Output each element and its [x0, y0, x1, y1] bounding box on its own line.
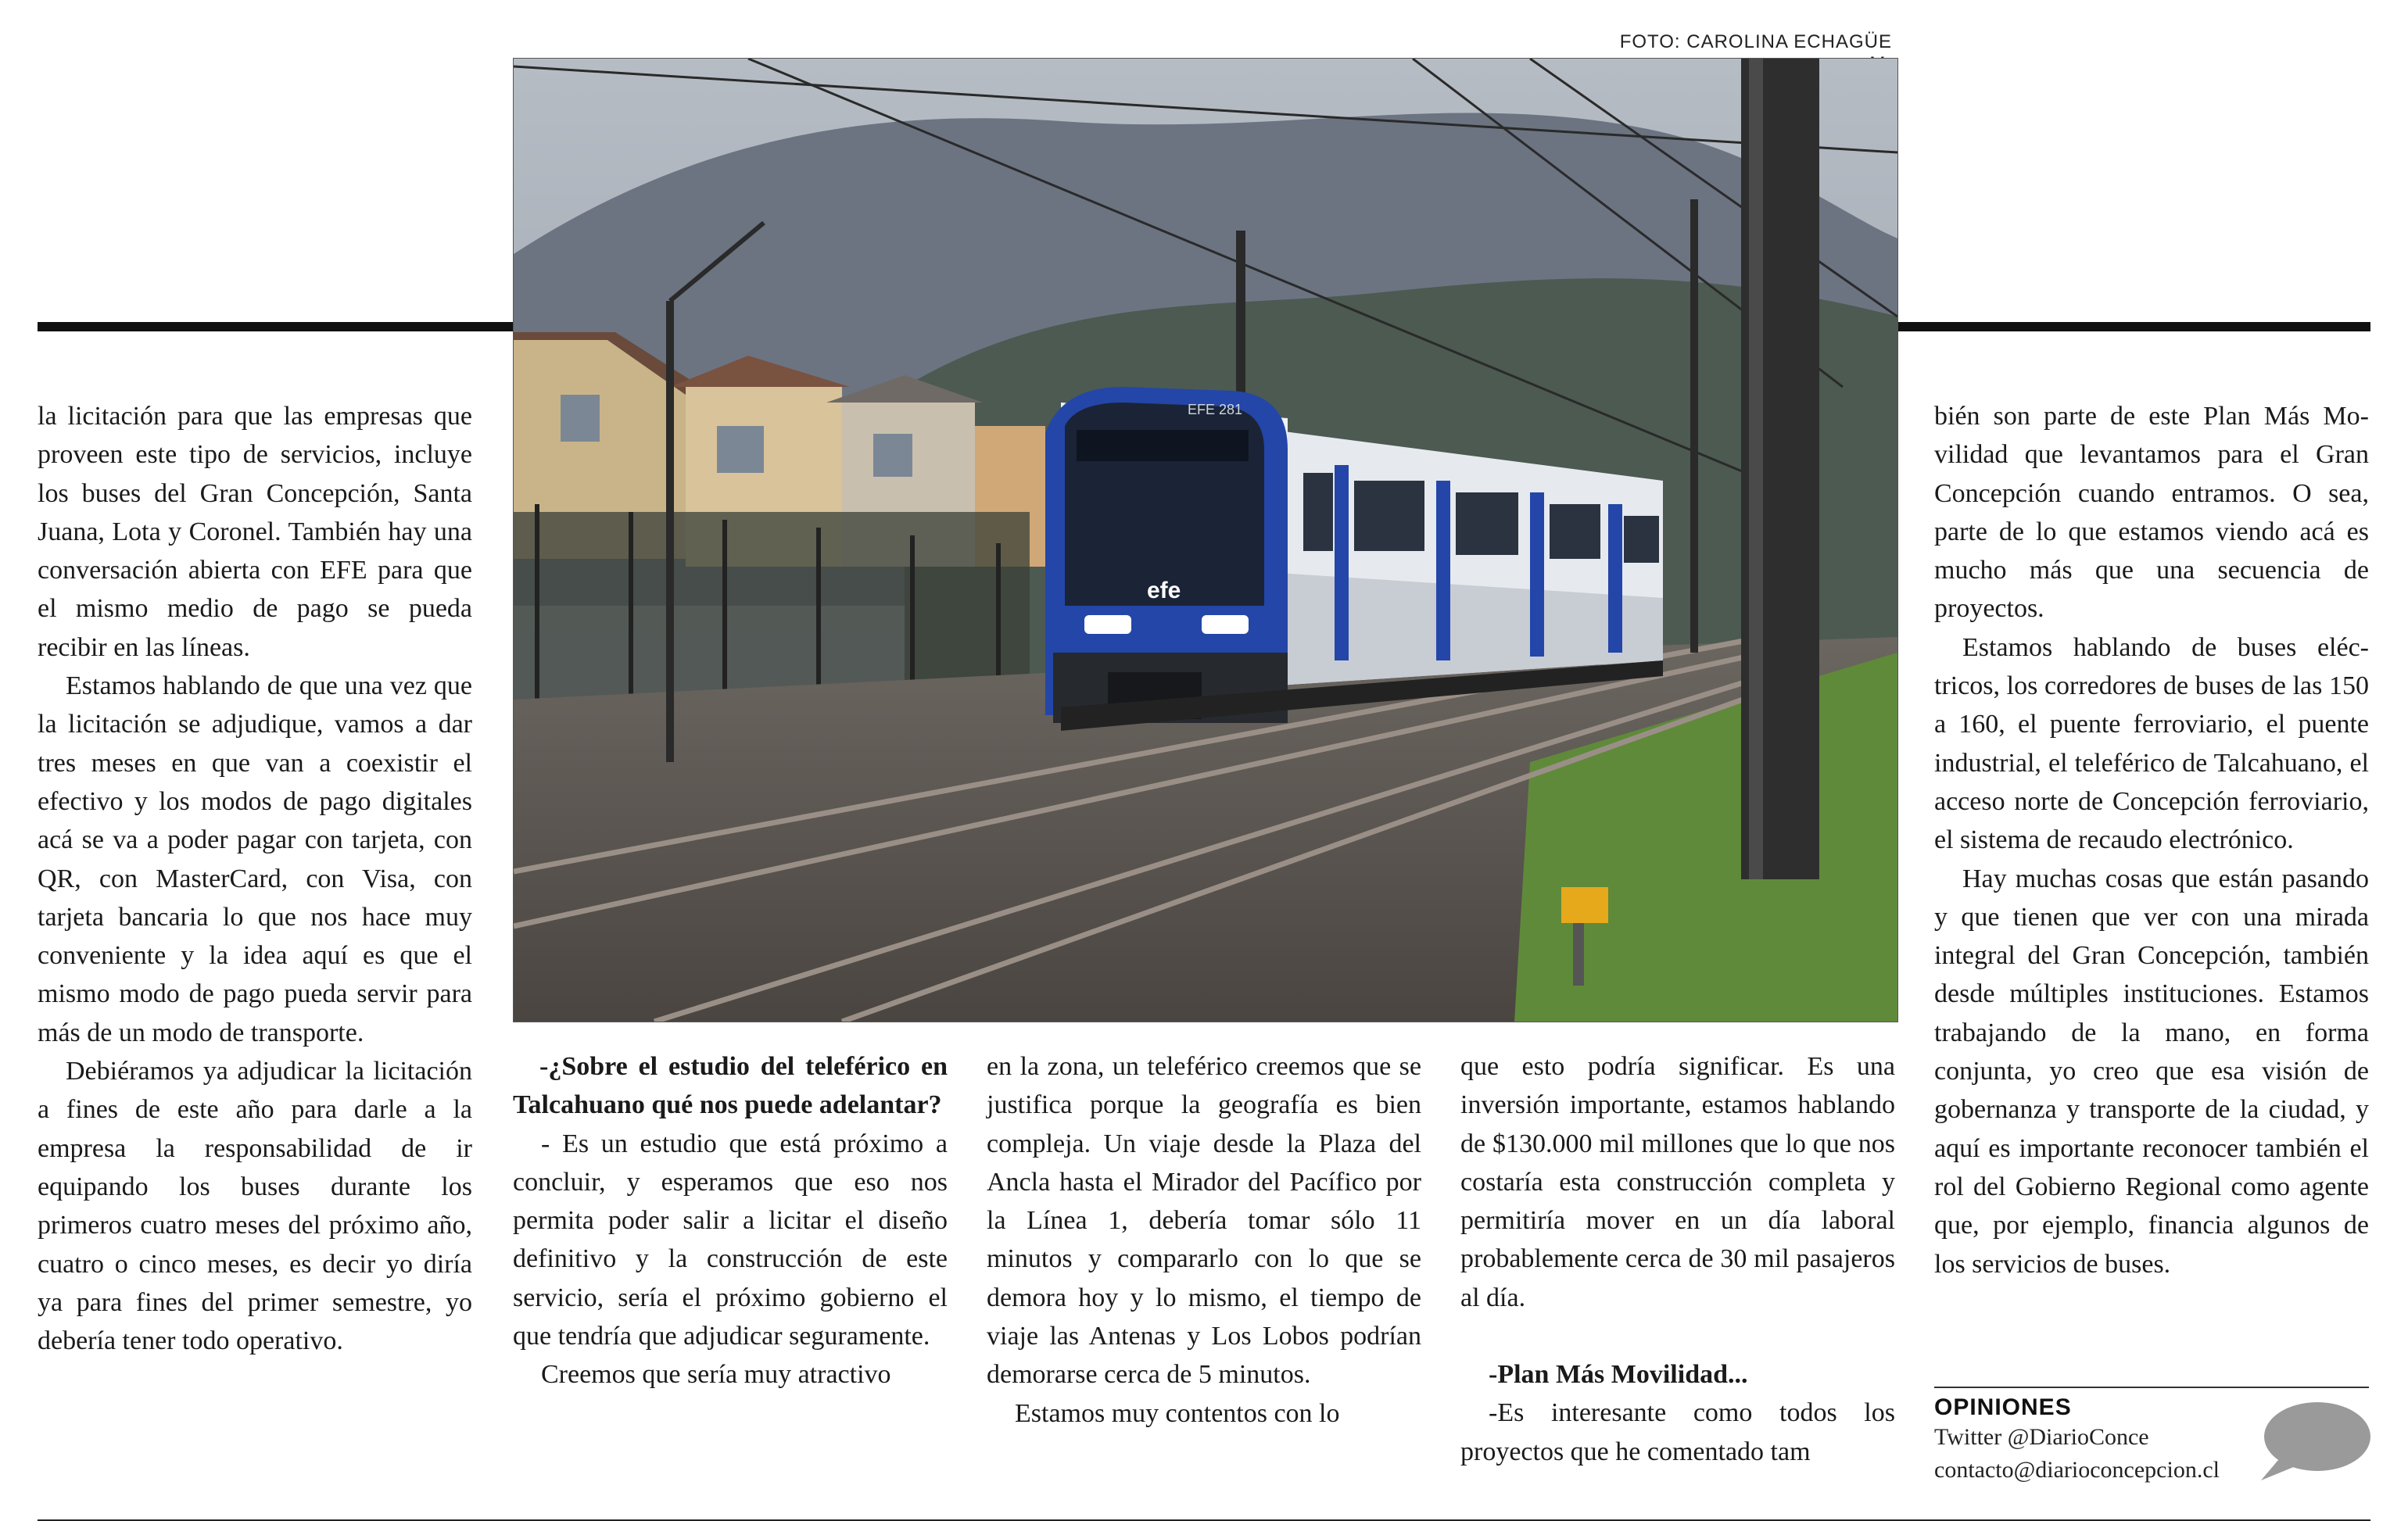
train-photo-illustration	[514, 59, 1897, 1022]
opinions-box	[1934, 1387, 2369, 1498]
paragraph: Creemos que sería muy atractivo	[541, 1360, 891, 1390]
train-code: EFE 281	[1188, 402, 1243, 417]
interview-question: -¿Sobre el estudio del teleférico en Talcahuano qué nos puede adelantar?	[513, 1052, 948, 1120]
paragraph: Estamos hablando de que una vez que la licitación se adjudique, vamos a dar tres meses en que van a coexistir el efectivo y los modos de pago digitales acá se va a poder pagar con tarjeta, con QR, con MasterCard, con Visa, con tarjeta bancaria lo que nos hace muy conveniente y la idea aquí es que el mismo modo de pago pueda servir para más de un modo de transporte.	[38, 671, 472, 1047]
article-column-3	[987, 1047, 1421, 1433]
paragraph: en la zona, un teleférico creemos que se justifica porque la geografía es bien compleja. Un viaje desde la Plaza del Ancla hasta el Mirador del Pacífico por la Línea 1, debería tomar sólo 11 minutos y compararlo con lo que se demora hoy y lo mismo, el tiempo de viaje las Antenas y Los Lobos podrían demorarse cerca de 5 minutos.	[987, 1052, 1421, 1390]
paragraph: Hay muchas cosas que están pasando y que tienen que ver con una mirada integral del Gran Concepción, también desde múltiples instituciones. Estamos trabajando de la mano, en forma conjunta, yo creo que esa visión de gobernanza y transporte de la ciudad, y aquí es importante reconocer también el rol del Gobierno Regional como agente que, por ejemplo, financia algunos de los servicios de buses.	[1934, 864, 2369, 1279]
speech-bubble-icon	[2255, 1399, 2372, 1485]
paragraph: la licitación para que las empresas que proveen este tipo de servicios, incluye los buses del Gran Concepción, Santa Juana, Lota y Coronel. También hay una conversación abierta con EFE para que el mismo medio de pago se pueda recibir en las líneas.	[38, 402, 472, 662]
paragraph: - Es un estudio que está próximo a concluir, y esperamos que eso nos permita poder salir a licitar el diseño definitivo y la construcción de este servicio, sería el próximo gobierno el que tendría que adjudicar seguramente.	[513, 1129, 948, 1351]
article-column-5	[1934, 397, 2369, 1283]
paragraph: -Es interesante como todos los proyectos que he comentado tam	[1460, 1398, 1895, 1466]
paragraph: bién son parte de este Plan Más Movilidad que levantamos para el Gran Concepción cuando entramos. O sea, parte de lo que estamos viendo acá es mucho más que una secuencia de proyectos.	[1934, 402, 2369, 624]
photo-credit: FOTO: CAROLINA ECHAGÜE	[1619, 31, 1892, 52]
paragraph: Estamos hablando de buses eléctricos, los corredores de buses de las 150 a 160, el puente ferroviario, el puente industrial, el teleférico de Talcahuano, el acceso norte de Concepción ferroviario, el sistema de recaudo electrónico.	[1934, 632, 2369, 855]
opinions-title: OPINIONES	[1934, 1394, 2072, 1420]
top-rule-left	[38, 322, 513, 331]
paragraph: Debiéramos ya adjudicar la licitación a fines de este año para darle a la empresa la responsabilidad de ir equipando los buses durante los primeros cuatro meses del próximo año, cuatro o cinco meses, es decir yo diría ya para fines del primer semestre, yo debería tener todo operativo.	[38, 1057, 472, 1356]
yellow-signal-box	[1561, 887, 1608, 923]
article-column-1	[38, 397, 472, 1360]
section-heading: -Plan Más Movilidad...	[1489, 1360, 1748, 1390]
article-column-2	[513, 1047, 948, 1394]
efe-logo: efe	[1147, 578, 1181, 603]
paragraph: que esto podría significar. Es una inversión importante, estamos hablando de $130.000 mil millones que lo que nos costaría esta construcción completa y permitiría mover en un día laboral probablemente cerca de 30 mil pasajeros al día.	[1460, 1052, 1895, 1312]
train-photo	[513, 58, 1898, 1022]
top-rule-right	[1897, 322, 2370, 331]
article-column-4	[1460, 1047, 1895, 1471]
contact-email[interactable]: contacto@diarioconcepcion.cl	[1934, 1457, 2220, 1483]
paragraph: Estamos muy contentos con lo	[1015, 1398, 1340, 1428]
twitter-handle[interactable]: Twitter @DiarioConce	[1934, 1424, 2149, 1450]
